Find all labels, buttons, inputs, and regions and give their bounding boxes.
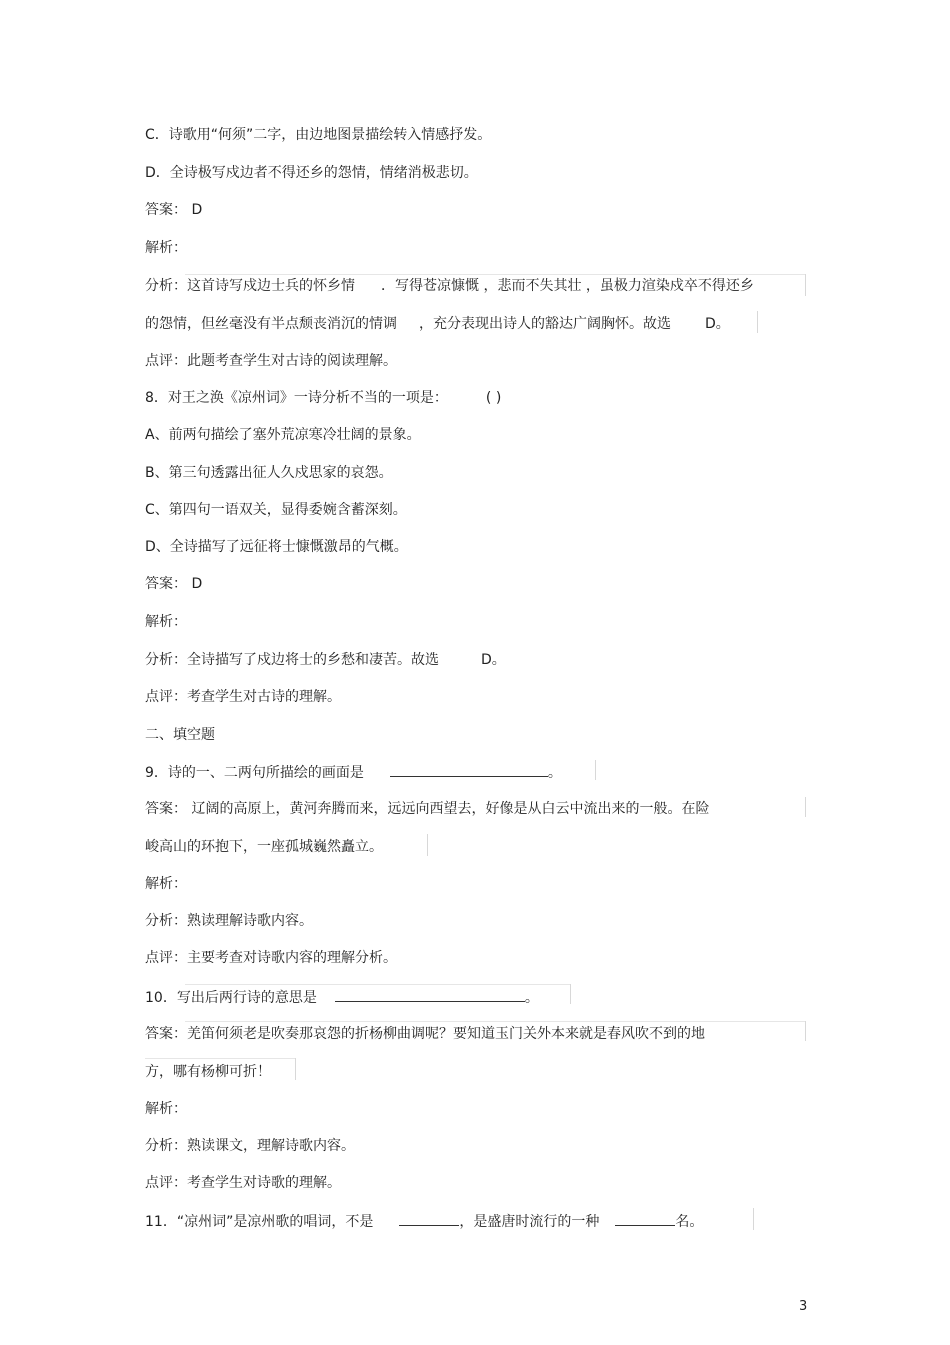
analysis-7-line1 xyxy=(145,276,754,296)
analysis-label-9 xyxy=(145,874,187,894)
answer-10-line2 xyxy=(145,1062,271,1082)
comment-8-text: 点评：考查学生对古诗的理解。 xyxy=(145,689,341,705)
analysis-label-10 xyxy=(145,1099,187,1119)
analysis-9-text: 分析：熟读理解诗歌内容。 xyxy=(145,913,313,929)
option-b-8 xyxy=(145,463,393,483)
analysis-7-line2 xyxy=(145,314,730,334)
question-10-text: 10．写出后两行诗的意思是 xyxy=(145,990,317,1006)
question-8 xyxy=(145,388,501,408)
frame-edge xyxy=(295,1058,296,1080)
question-9-text: 9．诗的一、二两句所描绘的画面是 xyxy=(145,765,364,781)
option-c xyxy=(145,125,491,145)
analysis-8 xyxy=(145,650,506,670)
answer-blank xyxy=(335,987,525,1002)
question-10-end: 。 xyxy=(524,990,539,1006)
option-c-8 xyxy=(145,500,407,520)
analysis-7-line1-a: 分析：这首诗写戍边士兵的怀乡情 xyxy=(145,278,355,294)
frame-line xyxy=(185,274,805,275)
answer-9-line1-text: 答案： 辽阔的高原上，黄河奔腾而来，远远向西望去，好像是从白云中流出来的一般。在险 xyxy=(145,801,710,817)
frame-edge xyxy=(805,274,806,296)
option-a-8-text: A、前两句描绘了塞外荒凉寒冷壮阔的景象。 xyxy=(145,427,421,443)
analysis-label-10-text: 解析： xyxy=(145,1101,187,1117)
section-heading xyxy=(145,725,215,745)
answer-10-line2-text: 方，哪有杨柳可折！ xyxy=(145,1064,271,1080)
answer-9-line2-text: 峻高山的环抱下，一座孤城巍然矗立。 xyxy=(145,839,383,855)
question-8-text: 8．对王之涣《凉州词》一诗分析不当的一项是： xyxy=(145,390,448,406)
question-11-text-b: ，是盛唐时流行的一种 xyxy=(459,1214,600,1230)
comment-7 xyxy=(145,351,397,371)
frame-edge xyxy=(595,760,596,780)
option-d-8-text: D、全诗描写了远征将士慷慨激昂的气概。 xyxy=(145,539,408,555)
analysis-7-line2-b: ，充分表现出诗人的豁达广阔胸怀。故选 xyxy=(419,316,671,332)
answer-9-line1 xyxy=(145,799,709,819)
analysis-7-line1-b: ．写得苍凉慷慨 ，悲而不失其壮 ，虽极力渲染戍卒不得还乡 xyxy=(381,278,754,294)
analysis-8-choice: D。 xyxy=(481,652,506,668)
option-d xyxy=(145,163,478,183)
comment-9 xyxy=(145,948,397,968)
answer-7-text: 答案： D xyxy=(145,202,203,218)
analysis-7-line2-c: D。 xyxy=(705,316,730,332)
analysis-7-line2-a: 的怨情，但丝毫没有半点颓丧消沉的情调 xyxy=(145,316,397,332)
comment-8 xyxy=(145,687,341,707)
frame-line xyxy=(185,1021,805,1022)
option-d-text: D．全诗极写戍边者不得还乡的怨情，情绪消极悲切。 xyxy=(145,165,478,181)
frame-line xyxy=(145,1058,295,1059)
question-11 xyxy=(145,1211,703,1232)
frame-edge xyxy=(570,984,571,1004)
option-d-8 xyxy=(145,537,408,557)
option-c-8-text: C、第四句一语双关，显得委婉含蓄深刻。 xyxy=(145,502,407,518)
option-b-8-text: B、第三句透露出征人久戍思家的哀怨。 xyxy=(145,465,393,481)
question-9-end: 。 xyxy=(547,765,562,781)
comment-10 xyxy=(145,1173,341,1193)
analysis-label-8-text: 解析： xyxy=(145,614,187,630)
analysis-10-text: 分析：熟读课文，理解诗歌内容。 xyxy=(145,1138,355,1154)
frame-edge xyxy=(805,797,806,817)
answer-8-text: 答案： D xyxy=(145,576,203,592)
option-a-8 xyxy=(145,425,421,445)
answer-9-line2 xyxy=(145,837,383,857)
analysis-label-7-text: 解析： xyxy=(145,240,187,256)
comment-9-text: 点评：主要考查对诗歌内容的理解分析。 xyxy=(145,950,397,966)
answer-10-line1-text: 答案：羌笛何须老是吹奏那哀怨的折杨柳曲调呢？要知道玉门关外本来就是春风吹不到的地 xyxy=(145,1026,705,1042)
question-11-text-a: 11．“凉州词”是凉州歌的唱词，不是 xyxy=(145,1214,374,1230)
answer-7 xyxy=(145,200,202,220)
frame-edge xyxy=(427,834,428,856)
answer-8 xyxy=(145,574,202,594)
option-c-text: C．诗歌用“何须”二字，由边地图景描绘转入情感抒发。 xyxy=(145,127,492,143)
frame-line xyxy=(185,984,570,985)
comment-7-text: 点评：此题考查学生对古诗的阅读理解。 xyxy=(145,353,397,369)
frame-edge xyxy=(757,311,758,333)
section-heading-text: 二、填空题 xyxy=(145,727,215,743)
frame-edge xyxy=(805,1021,806,1041)
answer-blank xyxy=(399,1211,459,1226)
analysis-8-text: 分析：全诗描写了戍边将士的乡愁和凄苦。故选 xyxy=(145,652,439,668)
question-11-text-c: 名。 xyxy=(675,1214,704,1230)
comment-10-text: 点评：考查学生对诗歌的理解。 xyxy=(145,1175,341,1191)
analysis-label-7 xyxy=(145,238,187,258)
question-8-bracket: ( ) xyxy=(485,390,502,406)
answer-10-line1 xyxy=(145,1024,705,1044)
question-9 xyxy=(145,762,562,783)
analysis-10 xyxy=(145,1136,355,1156)
answer-blank xyxy=(615,1211,675,1226)
analysis-9 xyxy=(145,911,313,931)
answer-blank xyxy=(390,762,548,777)
analysis-label-9-text: 解析： xyxy=(145,876,187,892)
page-number: 3 xyxy=(799,1299,808,1314)
analysis-label-8 xyxy=(145,612,187,632)
frame-edge xyxy=(753,1208,754,1230)
question-10 xyxy=(145,987,539,1008)
